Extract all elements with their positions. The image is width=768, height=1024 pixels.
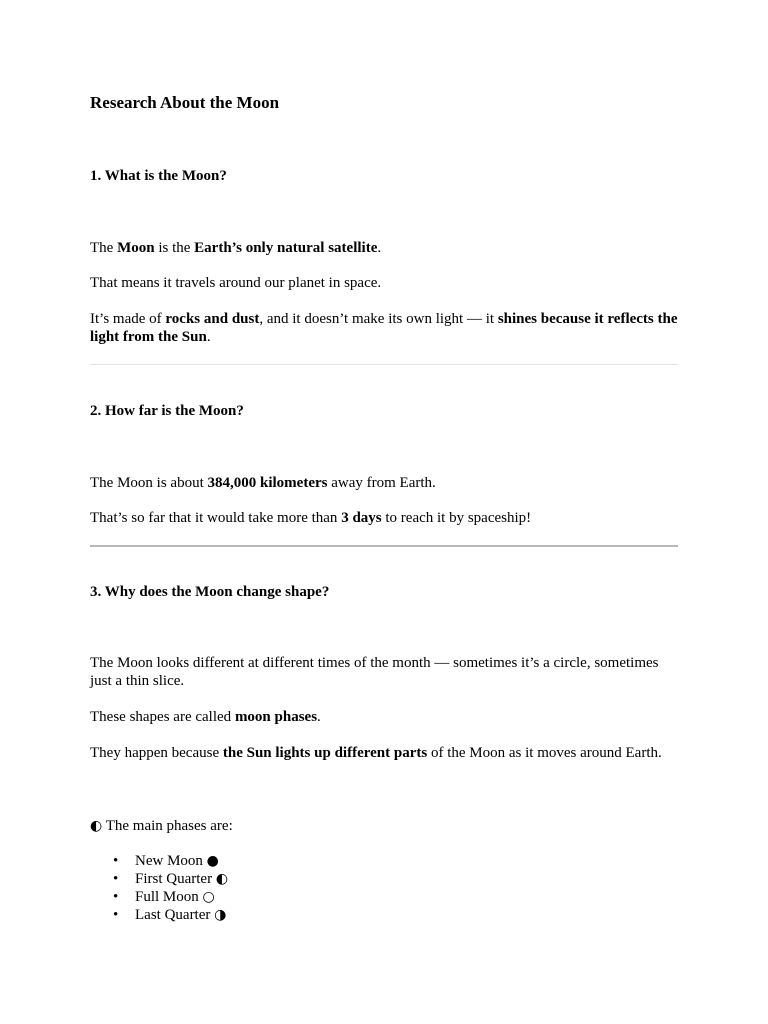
section-3-paragraph-3: They happen because the Sun lights up different parts of the Moon as it moves around Earth. bbox=[90, 745, 662, 761]
first-quarter-icon: ◐ bbox=[215, 871, 229, 887]
bullet-icon: • bbox=[113, 871, 119, 887]
phases-intro: ◐ The main phases are: bbox=[90, 818, 233, 834]
moon-phases-list bbox=[90, 852, 228, 924]
section-2-paragraph-2: That’s so far that it would take more than 3 days to reach it by spaceship! bbox=[90, 510, 532, 526]
new-moon-icon: ● bbox=[206, 853, 219, 869]
list-item-first-quarter: • First Quarter ◐ bbox=[113, 871, 229, 887]
list-item-full-moon: • Full Moon ○ bbox=[113, 889, 215, 905]
section-3-heading: 3. Why does the Moon change shape? bbox=[90, 584, 330, 600]
section-3-paragraph-2: These shapes are called moon phases. bbox=[90, 709, 321, 725]
bullet-icon: • bbox=[113, 853, 119, 869]
section-divider bbox=[90, 364, 678, 365]
section-divider bbox=[90, 545, 678, 547]
page-title: Research About the Moon bbox=[90, 93, 280, 112]
section-2-paragraph-1: The Moon is about 384,000 kilometers away from Earth. bbox=[90, 475, 436, 491]
section-1-paragraph-3: It’s made of rocks and dust, and it doesn’t make its own light — it shines because it reflects the light from the Sun. bbox=[90, 311, 678, 345]
section-1-paragraph-1: The Moon is the Earth’s only natural satellite. bbox=[90, 240, 382, 256]
bullet-icon: • bbox=[113, 889, 119, 905]
section-1-heading: 1. What is the Moon? bbox=[90, 168, 227, 184]
list-item-new-moon: • New Moon ● bbox=[113, 853, 219, 869]
bullet-icon: • bbox=[113, 907, 119, 923]
section-3-paragraph-1: The Moon looks different at different times of the month — sometimes it’s a circle, sometimes just a thin slice. bbox=[90, 655, 659, 689]
section-2-heading: 2. How far is the Moon? bbox=[90, 403, 244, 419]
last-quarter-icon: ◑ bbox=[214, 907, 227, 923]
list-item-last-quarter: • Last Quarter ◑ bbox=[113, 907, 227, 923]
full-moon-icon: ○ bbox=[202, 889, 215, 905]
section-1-paragraph-2: That means it travels around our planet in space. bbox=[90, 275, 382, 291]
half-moon-icon: ◐ bbox=[90, 818, 103, 834]
